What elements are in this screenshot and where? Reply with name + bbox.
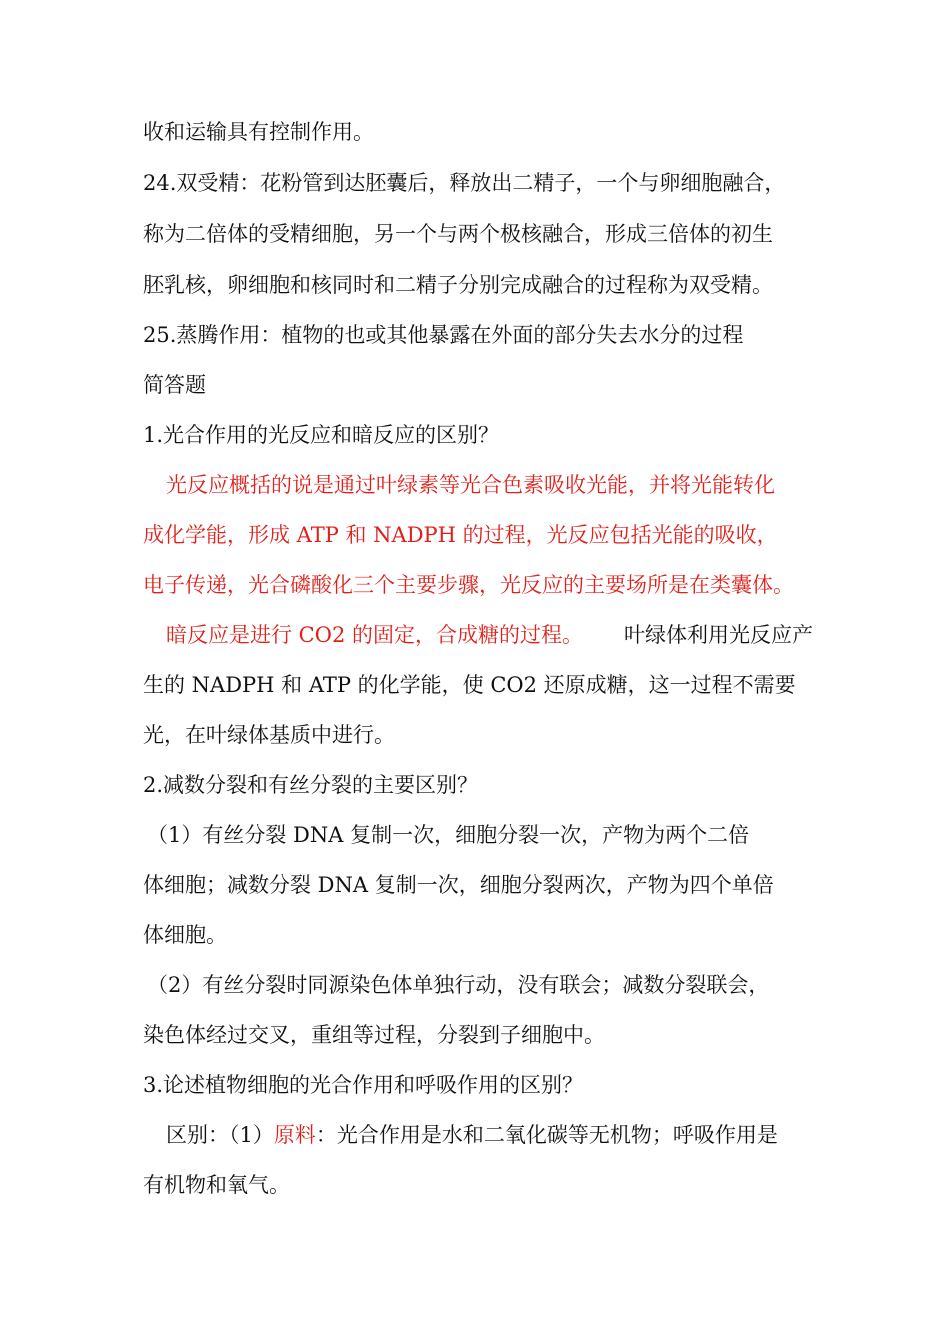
text-line: 光，在叶绿体基质中进行。 [143,723,395,747]
answer-1-light-reaction: 光反应概括的说是通过叶绿素等光合色素吸收光能，并将光能转化 [166,473,775,497]
term-24-line: 24.双受精：花粉管到达胚囊后，释放出二精子，一个与卵细胞融合， [143,171,786,195]
text-line: 称为二倍体的受精细胞，另一个与两个极核融合，形成三倍体的初生 [143,222,773,246]
text-segment: 叶绿体利用光反应产 [624,623,813,647]
term-25-line: 25.蒸腾作用：植物的也或其他暴露在外面的部分失去水分的过程 [143,323,744,347]
section-heading: 简答题 [143,373,206,397]
raw-material-highlight: 原料 [273,1123,316,1147]
text-segment: ：光合作用是水和二氧化碳等无机物；呼吸作用是 [315,1123,778,1147]
text-line: 体细胞。 [143,923,227,947]
text-segment: 区别：（1） [166,1123,274,1147]
text-line: 染色体经过交叉，重组等过程，分裂到子细胞中。 [143,1023,605,1047]
answer-3-line [166,1121,813,1149]
answer-1-light-reaction: 电子传递，光合磷酸化三个主要步骤，光反应的主要场所是在类囊体。 [143,573,794,597]
answer-2-point-2: （2）有丝分裂时同源染色体单独行动，没有联会；减数分裂联会， [147,973,770,997]
question-3: 3.论述植物细胞的光合作用和呼吸作用的区别？ [143,1073,584,1097]
text-line: 体细胞；减数分裂 DNA 复制一次，细胞分裂两次，产物为四个单倍 [143,873,774,897]
answer-2-point-1: （1）有丝分裂 DNA 复制一次，细胞分裂一次，产物为两个二倍 [147,823,750,847]
answer-1-light-reaction: 成化学能，形成 ATP 和 NADPH 的过程，光反应包括光能的吸收， [143,523,778,547]
text-line: 收和运输具有控制作用。 [143,120,374,144]
question-2: 2.减数分裂和有丝分裂的主要区别？ [143,773,479,797]
question-1: 1.光合作用的光反应和暗反应的区别？ [143,423,500,447]
text-line: 有机物和氧气。 [143,1173,290,1197]
text-line: 胚乳核，卵细胞和核同时和二精子分别完成融合的过程称为双受精。 [143,273,773,297]
answer-1-dark-reaction [166,621,813,649]
dark-reaction-highlight: 暗反应是进行 CO2 的固定，合成糖的过程。 [166,623,583,647]
text-line: 生的 NADPH 和 ATP 的化学能，使 CO2 还原成糖，这一过程不需要 [143,673,796,697]
